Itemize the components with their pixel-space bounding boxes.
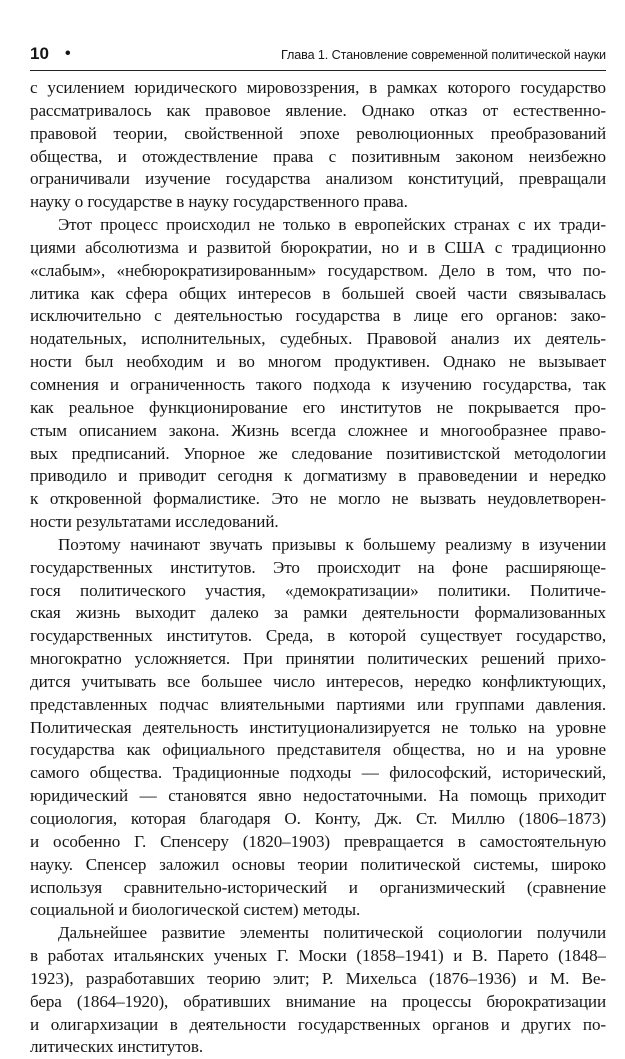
- text-line: Дальнейшее развитие элементы политической социологии получили: [58, 923, 606, 943]
- text-line: Этот процесс происходил не только в европейских странах с их тради-: [58, 215, 606, 235]
- text-line: к откровенной формалистике. Это не могло не вызвать неудовлетворен-: [30, 489, 606, 509]
- paragraph: [30, 534, 606, 922]
- text-line: как реальное функционирование его институтов не покрывается про-: [30, 397, 606, 417]
- text-line: в работах итальянских ученых Г. Моски (1858–1941) и В. Парето (1848–: [30, 946, 606, 966]
- text-line: общества, и отождествление права с позитивным законом неизбежно: [30, 146, 606, 166]
- body-text: [30, 77, 606, 1059]
- text-line: ограничивали изучение государства анализом конституций, превращали: [30, 169, 606, 189]
- text-line: государственных институтов. Среда, в которой существует государство,: [30, 626, 606, 646]
- header-rule: [30, 70, 606, 71]
- text-line: рассматривалось как правовое явление. Однако отказ от естественно-: [30, 100, 606, 120]
- text-line: ности результатами исследований.: [30, 512, 279, 532]
- text-line: дится учитывать все большее число интересов, нередко конфликтующих,: [30, 671, 606, 691]
- text-line: используя сравнительно-исторический и организмический (сравнение: [30, 877, 606, 897]
- text-line: социология, которая благодаря О. Конту, Дж. Ст. Миллю (1806–1873): [30, 809, 606, 828]
- page-number: 10: [30, 44, 49, 63]
- running-header: [30, 44, 606, 66]
- text-line: государства как официального представителя общества, но и на уровне: [30, 740, 606, 760]
- text-line: многократно усложняется. При принятии политических решений прихо-: [30, 649, 606, 669]
- text-line: исключительно с деятельностью государства в лице его органов: зако-: [30, 306, 606, 326]
- text-line: государственных институтов. Это происходит на фоне расширяюще-: [30, 557, 606, 577]
- text-line: сомнения и ограниченность такого подхода к изучению государства, так: [30, 374, 606, 394]
- chapter-running-title: Глава 1. Становление современной политической науки: [280, 48, 606, 62]
- paragraph: [30, 77, 606, 214]
- paragraph: [30, 922, 606, 1059]
- text-line: Политическая деятельность институционализируется не только на уровне: [30, 717, 606, 737]
- text-line: юридический — становятся явно недостаточными. На помощь приходит: [30, 786, 606, 806]
- text-line: и особенно Г. Спенсеру (1820–1903) превращается в самостоятельную: [30, 831, 606, 851]
- text-line: социальной и биологической систем) методы.: [30, 900, 361, 920]
- text-line: нодательных, исполнительных, судебных. Правовой анализ их деятель-: [30, 329, 606, 349]
- text-line: литических институтов.: [30, 1037, 203, 1057]
- text-line: науку. Спенсер заложил основы теории политической системы, широко: [30, 854, 606, 874]
- text-line: бера (1864–1920), обративших внимание на процессы бюрократизации: [30, 991, 606, 1011]
- text-line: науку о государстве в науку государственного права.: [30, 192, 408, 212]
- text-line: гося политического участия, «демократизации» политики. Политиче-: [30, 580, 606, 600]
- text-line: с усилением юридического мировоззрения, в рамках которого государство: [30, 78, 606, 97]
- text-line: самого общества. Традиционные подходы — философский, исторический,: [30, 763, 606, 783]
- paragraph: [30, 214, 606, 534]
- header-bullet: •: [65, 45, 71, 62]
- text-line: правовой теории, свойственной эпохе революционных преобразований: [30, 123, 606, 143]
- text-line: и олигархизации в деятельности государственных органов и других по-: [30, 1014, 606, 1034]
- text-line: литика как сфера общих интересов в большей своей части связывалась: [30, 283, 606, 303]
- text-line: представленных подчас влиятельными партиями или группами давления.: [30, 694, 606, 714]
- text-line: Поэтому начинают звучать призывы к большему реализму в изучении: [58, 534, 606, 554]
- text-line: стым описанием закона. Жизнь всегда сложнее и многообразнее право-: [30, 420, 606, 440]
- text-line: 1923), разработавших теорию элит; Р. Михельса (1876–1936) и М. Ве-: [30, 968, 606, 988]
- text-line: ская жизнь выходит далеко за рамки деятельности формализованных: [30, 603, 606, 623]
- text-line: циями абсолютизма и развитой бюрократии, но и в США с традиционно: [30, 237, 606, 257]
- text-line: «слабым», «небюрократизированным» государством. Дело в том, что по-: [30, 260, 606, 280]
- text-line: ности был необходим и во многом продуктивен. Однако не вызывает: [30, 352, 606, 372]
- text-line: вых предписаний. Упорное же следование позитивистской методологии: [30, 443, 606, 463]
- text-line: приводило и приводит сегодня к догматизму в правоведении и нередко: [30, 466, 606, 486]
